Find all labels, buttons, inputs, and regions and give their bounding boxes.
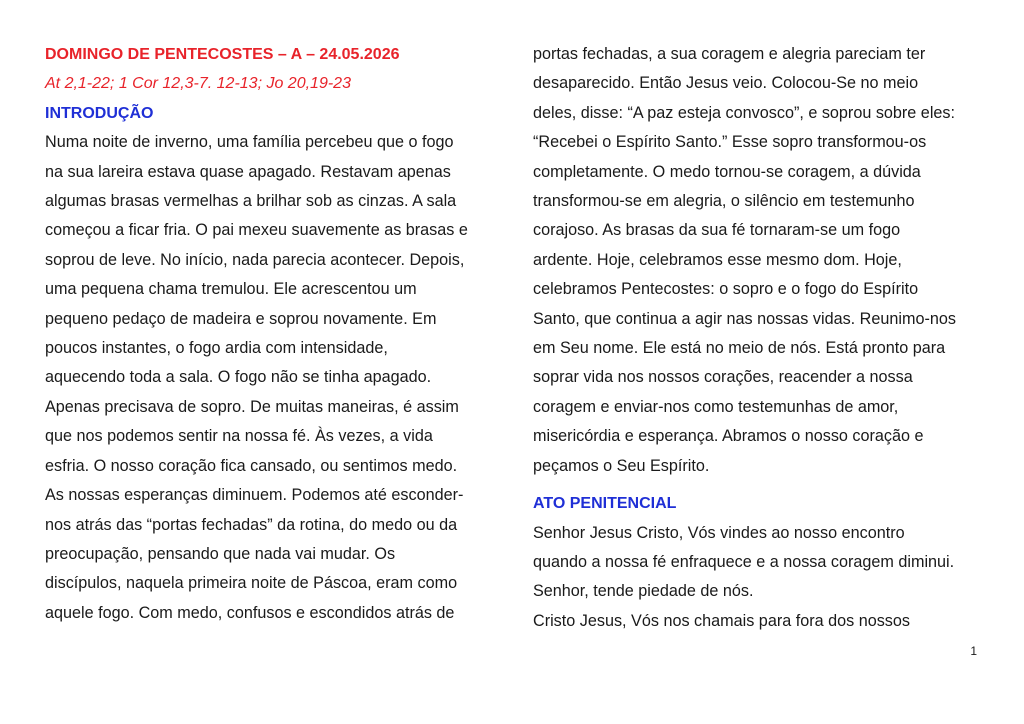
introduction-paragraph-continued [533,40,985,481]
penitential-act-heading: ATO PENITENCIAL [533,495,677,513]
text-line: em Seu nome. Ele está no meio de nós. Está pronto para [533,339,946,358]
text-line: uma pequena chama tremulou. Ele acrescentou um [45,280,417,299]
text-line: esfria. O nosso coração fica cansado, ou sentimos medo. [45,456,458,475]
text-line: Numa noite de inverno, uma família percebeu que o fogo [45,133,454,152]
text-line: celebramos Pentecostes: o sopro e o fogo do Espírito [533,280,919,299]
introduction-heading: INTRODUÇÃO [45,104,154,122]
text-line: aquecendo toda a sala. O fogo não se tinha apagado. [45,368,432,387]
left-column [45,40,497,628]
introduction-paragraph [45,128,497,628]
page-number: 1 [970,644,977,658]
text-line: que nos podemos sentir na nossa fé. Às vezes, a vida [45,427,433,446]
document-title: DOMINGO DE PENTECOSTES – A – 24.05.2026 [45,46,400,63]
right-column [533,40,985,636]
text-line: “Recebei o Espírito Santo.” Esse sopro transformou-os [533,133,927,152]
text-line: na sua lareira estava quase apagado. Restavam apenas [45,162,451,181]
text-line: aquele fogo. Com medo, confusos e escondidos atrás de [45,603,455,622]
text-line: peçamos o Seu Espírito. [533,456,710,475]
text-line: soprar vida nos nossos corações, reacender a nossa [533,368,913,387]
text-line: ardente. Hoje, celebramos esse mesmo dom. Hoje, [533,250,902,269]
text-line: portas fechadas, a sua coragem e alegria pareciam ter [533,45,926,63]
text-line: preocupação, pensando que nada vai mudar. Os [45,544,396,563]
text-line: nos atrás das “portas fechadas” da rotina, do medo ou da [45,515,458,534]
text-line: pequeno pedaço de madeira e soprou novamente. Em [45,309,437,328]
text-line: corajoso. As brasas da sua fé tornaram-se um fogo [533,221,901,240]
text-line: Santo, que continua a agir nas nossas vidas. Reunimo-nos [533,309,956,328]
penitential-act-paragraph [533,519,985,637]
text-line: completamente. O medo tornou-se coragem, a dúvida [533,162,921,181]
text-line: discípulos, naquela primeira noite de Páscoa, eram como [45,574,458,593]
text-line: algumas brasas vermelhas a brilhar sob as cinzas. A sala [45,192,457,211]
text-line: quando a nossa fé enfraquece e a nossa coragem diminui. [533,552,955,571]
text-line: coragem e enviar-nos como testemunhas de amor, [533,397,899,416]
text-line: começou a ficar fria. O pai mexeu suavemente as brasas e [45,221,468,240]
scripture-readings: At 2,1-22; 1 Cor 12,3-7. 12-13; Jo 20,19-23 [45,75,351,93]
text-line: Senhor, tende piedade de nós. [533,582,754,601]
text-line: Senhor Jesus Cristo, Vós vindes ao nosso encontro [533,523,905,542]
text-line: transformou-se em alegria, o silêncio em testemunho [533,192,915,211]
text-line: soprou de leve. No início, nada parecia acontecer. Depois, [45,250,465,269]
text-line: Apenas precisava de sopro. De muitas maneiras, é assim [45,397,459,416]
text-line: desaparecido. Então Jesus veio. Colocou-Se no meio [533,74,919,93]
text-line: Cristo Jesus, Vós nos chamais para fora dos nossos [533,611,910,630]
text-line: misericórdia e esperança. Abramos o nosso coração e [533,427,924,446]
text-line: poucos instantes, o fogo ardia com intensidade, [45,339,388,358]
text-line: As nossas esperanças diminuem. Podemos até esconder- [45,486,464,505]
text-line: deles, disse: “A paz esteja convosco”, e soprou sobre eles: [533,103,956,122]
